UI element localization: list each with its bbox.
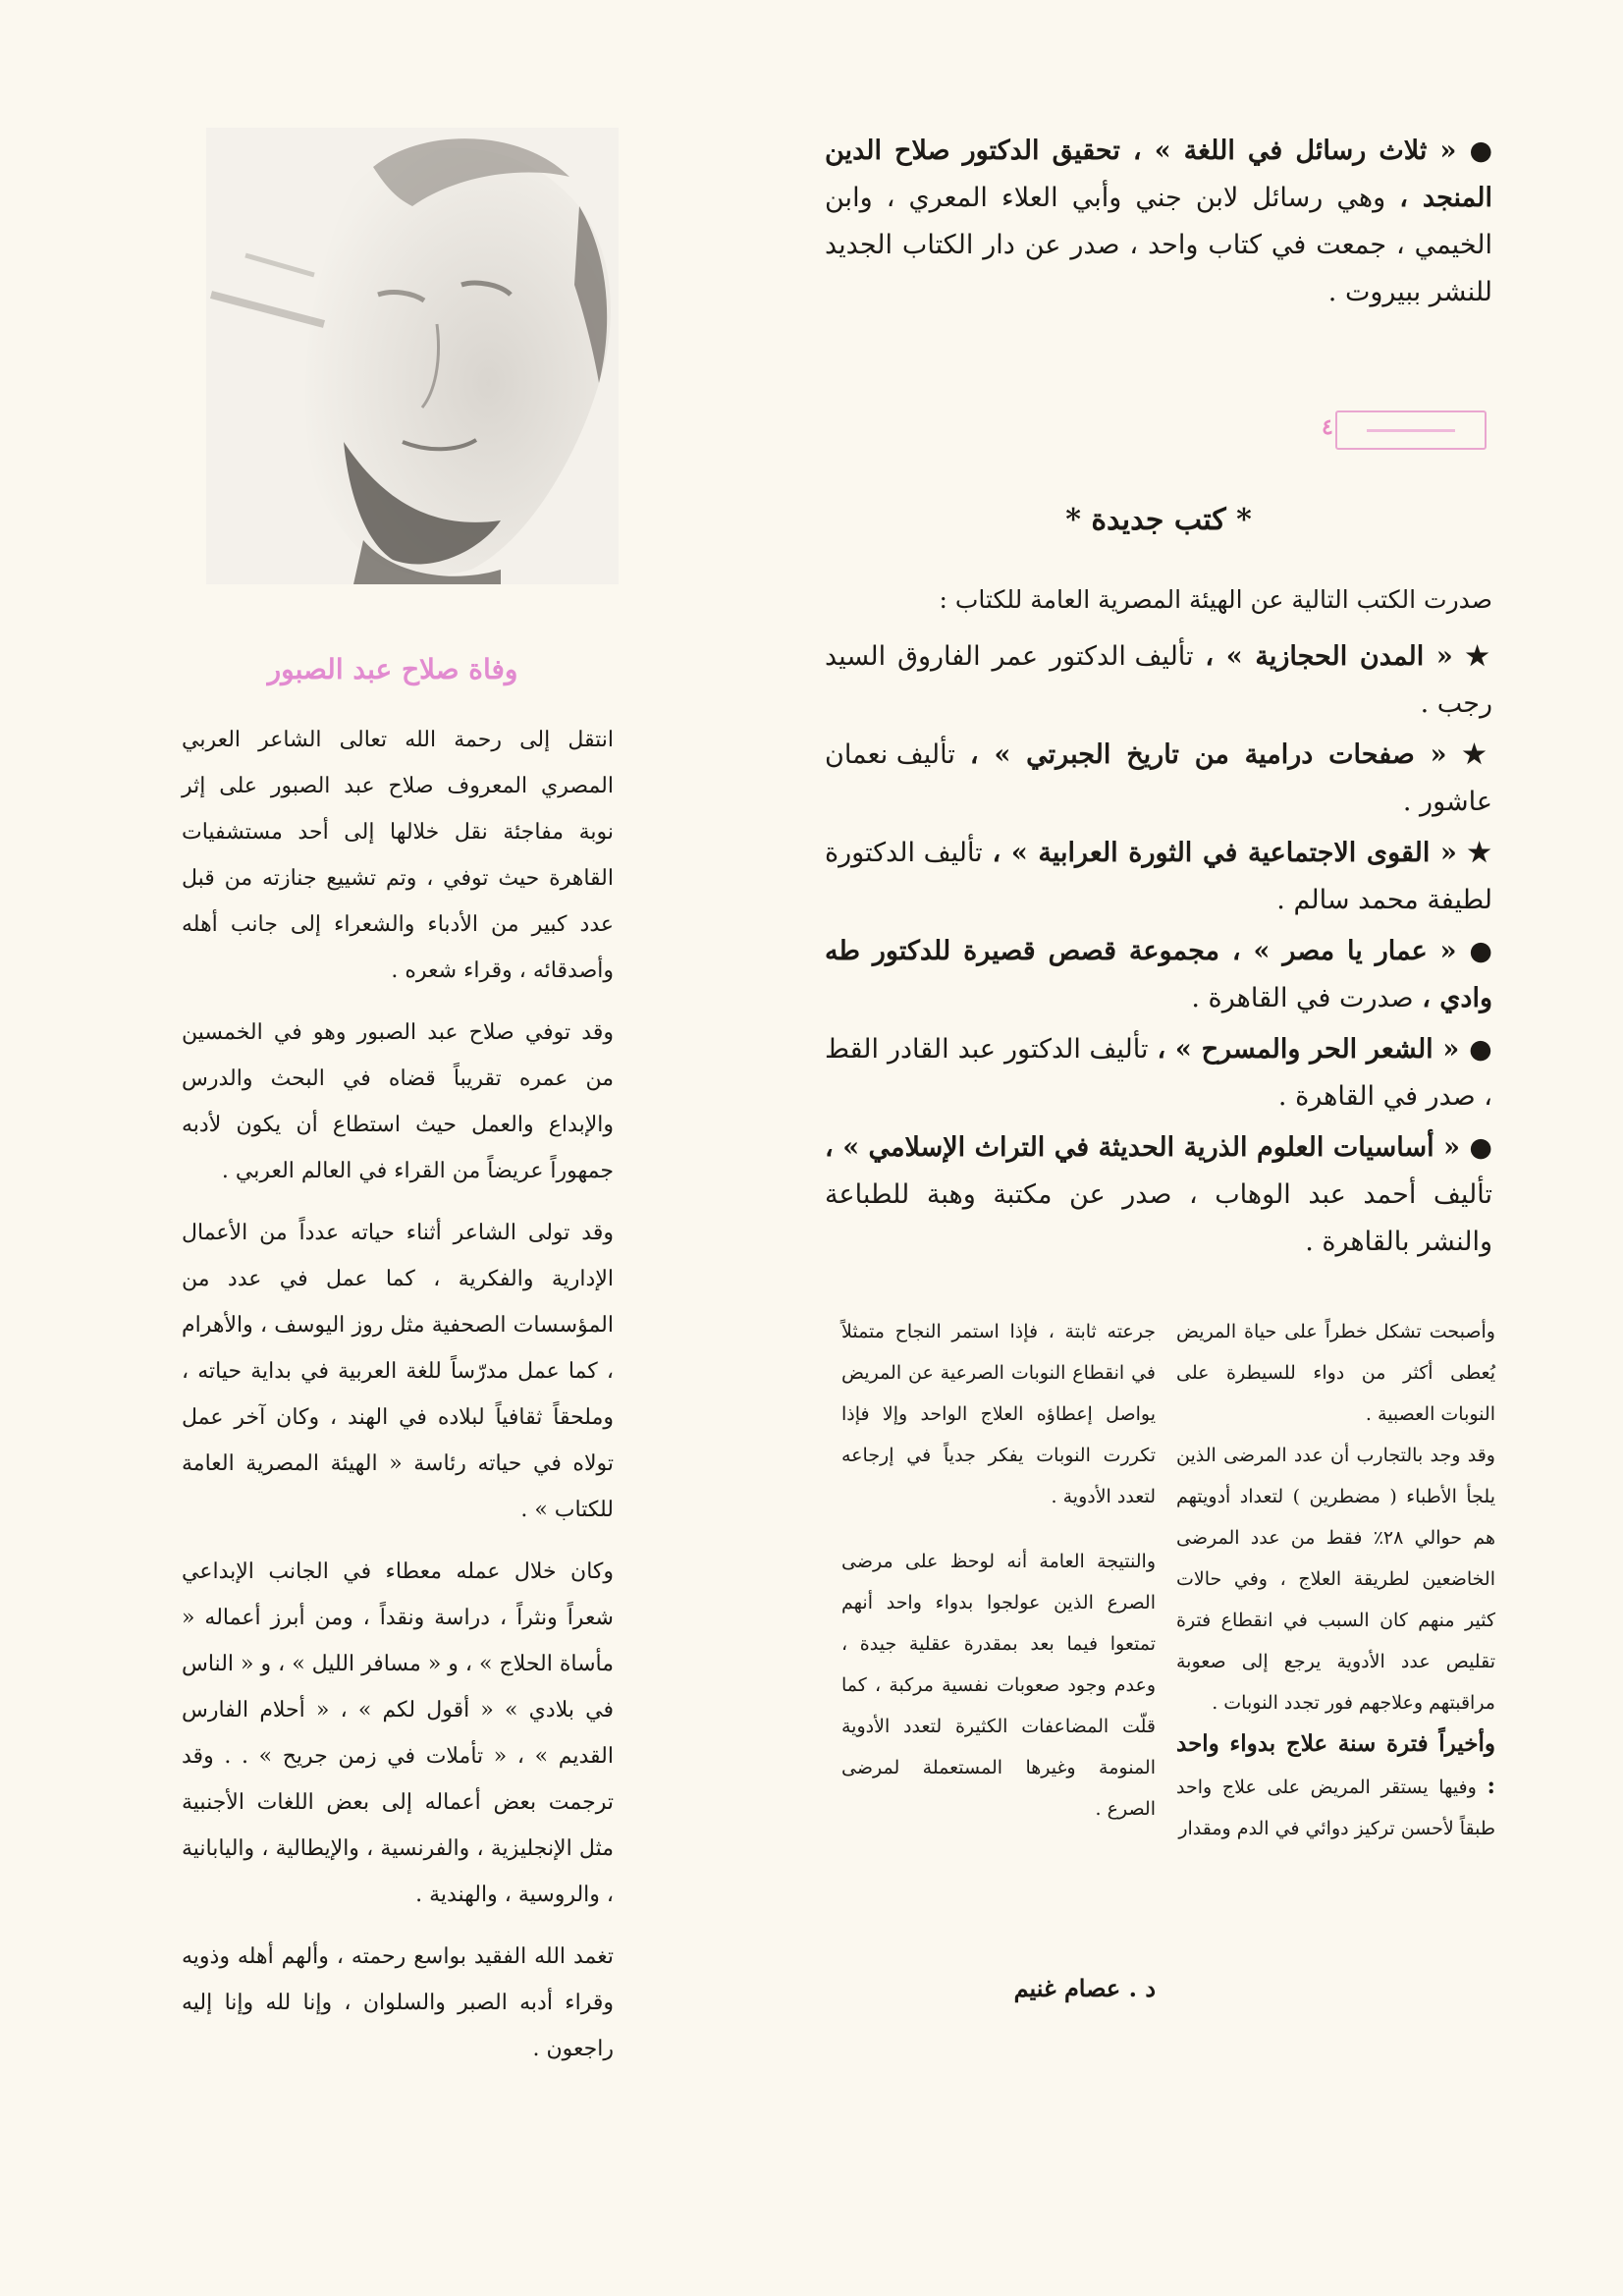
paragraph: وأصبحت تشكل خطراً على حياة المريض يُعطى أكثر من دواء للسيطرة على النوبات العصبية .	[1176, 1321, 1495, 1425]
list-item: ★ « القوى الاجتماعية في الثورة العرابية » ، تأليف الدكتورة لطيفة محمد سالم .	[825, 838, 1492, 915]
paragraph: انتقل إلى رحمة الله تعالى الشاعر العربي المصري المعروف صلاح عبد الصبور على إثر نوبة مفاجئة نقل خلالها إلى أحد مستشفيات القاهرة حيث توفي ، وتم تشييع جنازته من قبل عدد كبير من الأدباء والشعراء إلى جانب أهله وأصدقائه ، وقراء شعره .	[182, 728, 614, 983]
death-notice-body	[182, 717, 614, 2088]
paragraph: وكان خلال عمله معطاء في الجانب الإبداعي شعراً ونثراً ، دراسة ونقداً ، ومن أبرز أعماله « مأساة الحلاج » ، و « مسافر الليل » ، و « الناس في بلادي » « أقول لكم » ، « أحلام الفارس القديم » ، « تأملات في زمن جريح » . . وقد ترجمت بعض أعماله إلى بعض اللغات الأجنبية مثل الإنجليزية ، والفرنسية ، والإيطالية ، واليابانية ، والروسية ، والهندية .	[182, 1559, 614, 1907]
death-notice-title: وفاة صلاح عبد الصبور	[267, 653, 518, 685]
article-author: د . عصام غنيم	[1013, 1974, 1156, 2002]
top-item-lead: ● « ثلاث رسائل في اللغة » ، تحقيق الدكتور صلاح الدين المنجد ،	[825, 136, 1492, 213]
paragraph: وقد توفي صلاح عبد الصبور وهو في الخمسين من عمره تقريباً قضاه في البحث والدرس والإبداع والعمل حيث استطاع أن يكون لأدبه جمهوراً عريضاً من القراء في العالم العربي .	[182, 1020, 614, 1183]
subheading: وأخيراً فترة سنة علاج بدواء واحد :	[1176, 1730, 1495, 1799]
medical-article-left-column	[841, 1311, 1156, 1853]
list-item: ● « الشعر الحر والمسرح » ، تأليف الدكتور عبد القادر القط ، صدر في القاهرة .	[825, 1034, 1492, 1112]
books-intro: صدرت الكتب التالية عن الهيئة المصرية العامة للكتاب :	[939, 585, 1492, 614]
paragraph: وقد وجد بالتجارب أن عدد المرضى الذين يلجأ الأطباء ( مضطرين ) لتعداد أدويتهم هم حوالي ٢٨٪ فقط من عدد المرضى الخاضعين لطريقة العلاج ، وفي حالات كثير منهم كان السبب في انقطاع فترة تقليص عدد الأدوية يرجع إلى صعوبة مراقبتهم وعلاجهم فور تجدد النوبات .	[1176, 1445, 1495, 1714]
paragraph: وقد تولى الشاعر أثناء حياته عدداً من الأعمال الإدارية والفكرية ، كما عمل في عدد من المؤسسات الصحفية مثل روز اليوسف ، والأهرام ، كما عمل مدرّساً للغة العربية في بداية حياته ، وملحقاً ثقافياً لبلاده في الهند ، وكان آخر عمل تولاه في حياته رئاسة « الهيئة المصرية العامة للكتاب » .	[182, 1221, 614, 1522]
paragraph: والنتيجة العامة أنه لوحظ على مرضى الصرع الذين عولجوا بدواء واحد أنهم تمتعوا فيما بعد بمقدرة عقلية جيدة ، وعدم وجود صعوبات نفسية مركبة ، كما قلّت المضاعفات الكثيرة لتعدد الأدوية المنومة وغيرها المستعملة لمرضى الصرع .	[841, 1551, 1156, 1820]
paragraph: جرعته ثابتة ، فإذا استمر النجاح متمثلاً في انقطاع النوبات الصرعية عن المريض يواصل إعطاؤه العلاج الواحد وإلا فإذا تكررت النوبات يفكر جدياً في إرجاعه لتعدد الأدوية .	[841, 1321, 1156, 1507]
books-section-title: * كتب جديدة *	[1065, 503, 1252, 537]
paragraph: تغمد الله الفقيد بواسع رحمته ، وألهم أهله وذويه وقراء أدبه الصبر والسلوان ، وإنا لله وإنا إليه راجعون .	[182, 1944, 614, 2061]
top-item-rest: وهي رسائل لابن جني وأبي العلاء المعري ، وابن الخيمي ، جمعت في كتاب واحد ، صدر عن دار الكتاب الجديد للنشر ببيروت .	[825, 183, 1492, 307]
list-item: ● « عمار يا مصر » ، مجموعة قصص قصيرة للدكتور طه وادي ، صدرت في القاهرة .	[825, 936, 1492, 1013]
top-book-item	[825, 128, 1492, 316]
list-item: ★ « صفحات درامية من تاريخ الجبرتي » ، تأليف نعمان عاشور .	[825, 739, 1492, 817]
list-item: ● « أساسيات العلوم الذرية الحديثة في التراث الإسلامي » ، تأليف أحمد عبد الوهاب ، صدر عن مكتبة وهبة للطباعة والنشر بالقاهرة .	[825, 1132, 1492, 1257]
medical-article-right-column	[1176, 1311, 1495, 1849]
portrait-photo	[206, 128, 619, 584]
paragraph: وأخيراً فترة سنة علاج بدواء واحد : وفيها يستقر المريض على علاج واحد طبقاً لأحسن تركيز دوائي في الدم ومقدار	[1176, 1730, 1495, 1839]
stamp-mark: ٤	[1335, 410, 1487, 450]
books-list	[825, 633, 1492, 1270]
list-item: ★ « المدن الحجازية » ، تأليف الدكتور عمر الفاروق السيد رجب .	[825, 641, 1492, 719]
